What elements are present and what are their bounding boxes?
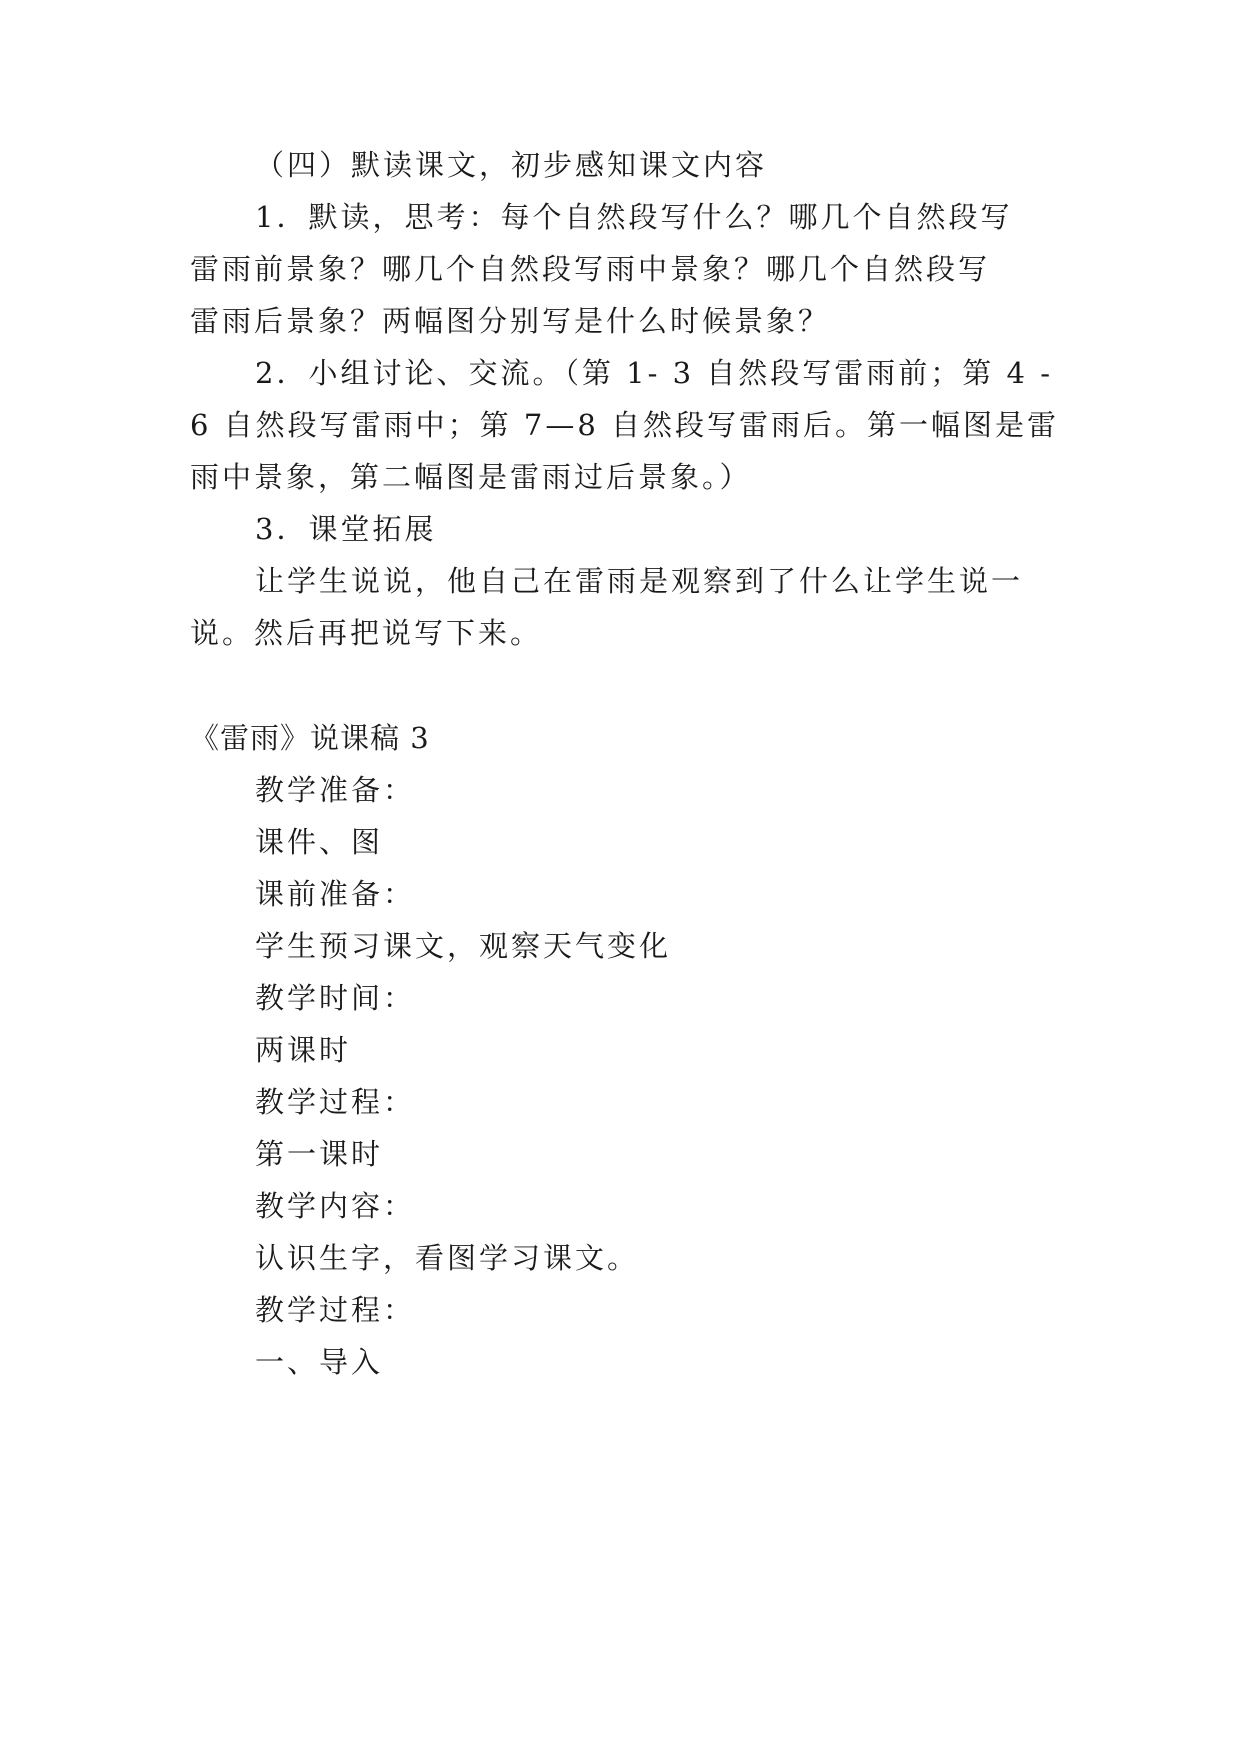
list-item: 第一课时 <box>255 1137 384 1171</box>
list-item: 教学时间： <box>255 981 416 1015</box>
list-item: 教学准备： <box>255 773 416 807</box>
paragraph-line: 雷雨后景象？两幅图分别写是什么时候景象？ <box>190 304 831 338</box>
list-item: 一、导入 <box>255 1345 384 1379</box>
paragraph-line: 3．课堂拓展 <box>255 512 437 546</box>
paragraph-line: 1．默读，思考：每个自然段写什么？哪几个自然段写 <box>255 200 1013 234</box>
paragraph-line: 6 自然段写雷雨中；第 7—8 自然段写雷雨后。第一幅图是雷 <box>190 408 1060 442</box>
list-item: 教学过程： <box>255 1293 416 1327</box>
paragraph-line: 2．小组讨论、交流。（第 1- 3 自然段写雷雨前；第 4 - <box>255 356 1053 390</box>
list-item: 课件、图 <box>255 825 384 859</box>
paragraph-line: 说。然后再把说写下来。 <box>190 616 543 650</box>
list-item: 认识生字，看图学习课文。 <box>255 1241 640 1275</box>
section-heading-silent-reading: （四）默读课文，初步感知课文内容 <box>255 148 768 182</box>
paragraph-line: 雷雨前景象？哪几个自然段写雨中景象？哪几个自然段写 <box>190 252 991 286</box>
list-item: 教学内容： <box>255 1189 416 1223</box>
paragraph-line: 让学生说说，他自己在雷雨是观察到了什么让学生说一 <box>255 564 1024 598</box>
list-item: 课前准备： <box>255 877 416 911</box>
paragraph-line: 雨中景象，第二幅图是雷雨过后景象。） <box>190 460 752 494</box>
list-item: 两课时 <box>255 1033 352 1067</box>
list-item: 学生预习课文，观察天气变化 <box>255 929 672 963</box>
document-title: 《雷雨》说课稿 3 <box>190 721 430 755</box>
list-item: 教学过程： <box>255 1085 416 1119</box>
